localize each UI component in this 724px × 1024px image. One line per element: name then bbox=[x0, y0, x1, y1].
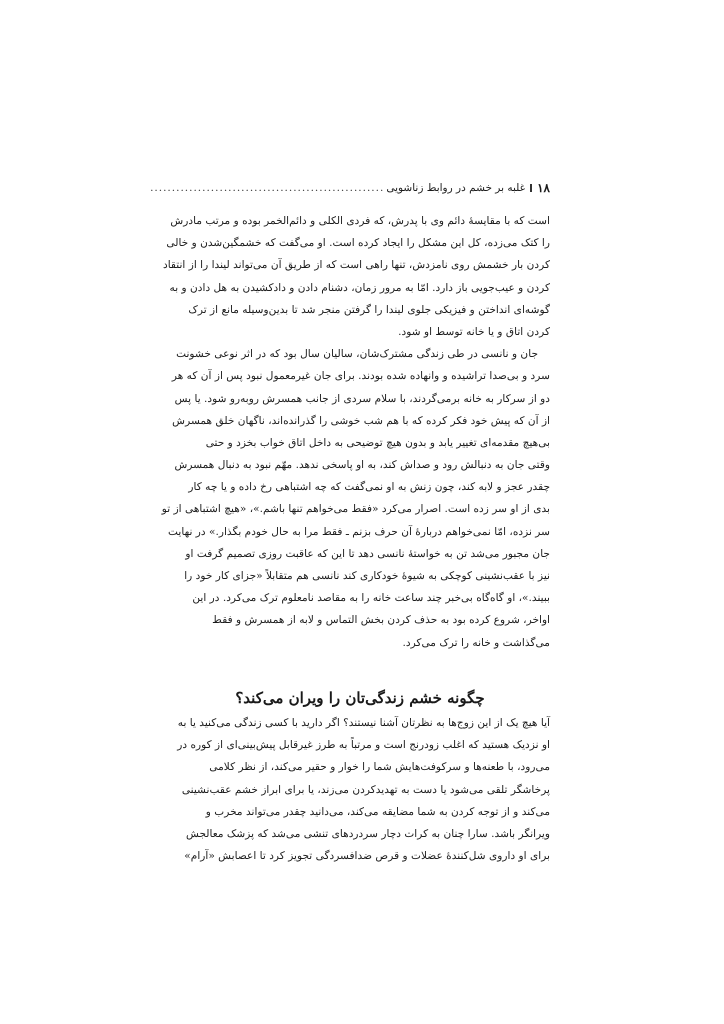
text-line: است که با مقایسهٔ دائم وی با پدرش، که فردی الکلی و دائم‌الخمر بوده و مرتب مادرش bbox=[170, 215, 550, 227]
text-line: گوشه‌ای انداختن و فیزیکی جلوی لیندا را گرفتن منجر شد تا بدین‌وسیله مانع از ترک bbox=[188, 303, 550, 316]
text-line: بدی از او سر زده است. اصرار می‌کرد «فقط می‌خواهم تنها باشم.»، «هیچ اشتباهی از تو bbox=[161, 503, 550, 516]
square-bullet-icon bbox=[530, 184, 532, 192]
text-line: می‌رود، با طعنه‌ها و سرکوفت‌هایش شما را خوار و حقیر می‌کند، از نظر کلامی bbox=[209, 761, 550, 774]
text-line: کردن و عیب‌جویی باز دارد. امّا به مرور زمان، دشنام دادن و دادکشیدن به هل دادن و به bbox=[169, 281, 550, 294]
running-title: غلبه بر خشم در روابط زناشویی bbox=[386, 182, 526, 194]
page-number: ۱۸ bbox=[537, 181, 550, 195]
text-line: ببیند.»، او گاه‌گاه بی‌خبر چند ساعت خانه را به مقاصد نامعلوم ترک می‌کرد. در این bbox=[192, 592, 550, 605]
text-line: می‌گذاشت و خانه را ترک می‌کرد. bbox=[402, 636, 550, 649]
body-paragraphs-2 bbox=[170, 712, 550, 867]
text-line: برای او داروی شل‌کنندهٔ عضلات و قرص ضدافسردگی تجویز کرد تا اعصابش «آرام» bbox=[184, 850, 550, 863]
text-line: وقتی جان به دنبالش رود و صداش کند، به او پاسخی ندهد. مهّم نبود به دنبال همسرش bbox=[174, 459, 550, 472]
running-header bbox=[150, 178, 550, 198]
text-line: کردن اتاق و یا خانه توسط او شود. bbox=[398, 325, 550, 338]
text-line: نیز با عقب‌نشینی کوچکی به شیوهٔ خودکاری کند نانسی هم متقابلاً «جزای کار خود را bbox=[184, 570, 550, 582]
text-line: از آن که پیش خود فکر کرده که با هم شب خوشی را گذرانده‌اند، ناگهان خلق همسرش bbox=[172, 414, 550, 427]
text-line: دو از سرکار به خانه برمی‌گردند، با سلام سردی از جانب همسرش روبه‌رو شود. یا پس bbox=[174, 392, 550, 405]
text-line: آیا هیچ یک از این زوج‌ها به نظرتان آشنا نیستند؟ اگر دارید با کسی زندگی می‌کنید یا به bbox=[177, 717, 550, 729]
text-line: سرد و بی‌صدا تراشیده و وانهاده شده بودند. برای جان غیرمعمول نبود پس از آن که هر bbox=[171, 370, 550, 383]
text-line: سر نزده، امّا نمی‌خواهم دربارهٔ آن حرف بزنم ـ فقط مرا به حال خودم بگذار.» در نهایت bbox=[168, 525, 550, 538]
text-line: جان مجبور می‌شد تن به خواستهٔ نانسی دهد تا این که عاقبت روزی تصمیم گرفت او bbox=[185, 547, 550, 560]
text-line: را کتک می‌زده، کل این مشکل را ایجاد کرده است. او می‌گفت که خشمگین‌شدن و خالی bbox=[166, 237, 550, 250]
body-paragraphs bbox=[161, 210, 550, 654]
text-line: او نزدیک هستید که اغلب زودرنج است و مرتباً به طرز غیرقابل پیش‌بینی‌ای از کوره در bbox=[177, 739, 550, 752]
text-line: می‌کند و از توجه کردن به شما مضایقه می‌کند، می‌دانید چقدر می‌تواند مخرب و bbox=[205, 805, 550, 818]
text-line: چقدر عجز و لابه کند، چون زنش به او نمی‌گفت که چه اشتباهی رخ داده و یا چه کار bbox=[188, 481, 550, 494]
text-line: جان و نانسی در طی زندگی مشترک‌شان، سالیان سال بود که در اثر نوعی خشونت bbox=[176, 348, 538, 361]
text-line: کردن بار خشمش روی نامزدش، تنها راهی است که از طریق آن می‌تواند لیندا را از انتقاد bbox=[162, 259, 550, 272]
text-line: بی‌هیچ مقدمه‌ای تغییر یابد و بدون هیچ توضیحی به داخل اتاق خواب بخزد و حتی bbox=[205, 436, 550, 449]
dotted-leader: ...................................................... bbox=[150, 182, 385, 194]
text-line: پرخاشگر تلقی می‌شود یا دست به تهدیدکردن می‌زند، یا برای ابراز خشم عقب‌نشینی bbox=[181, 783, 550, 796]
text-line: ویرانگر باشد. سارا چنان به کرات دچار سردردهای تنشی می‌شد که پزشک معالجش bbox=[185, 827, 550, 840]
section-heading: چگونه خشم زندگی‌تان را ویران می‌کند؟ bbox=[235, 689, 485, 707]
text-line: اواخر، شروع کرده بود به حذف کردن بخش التماس و لابه از همسرش و فقط bbox=[212, 614, 550, 627]
